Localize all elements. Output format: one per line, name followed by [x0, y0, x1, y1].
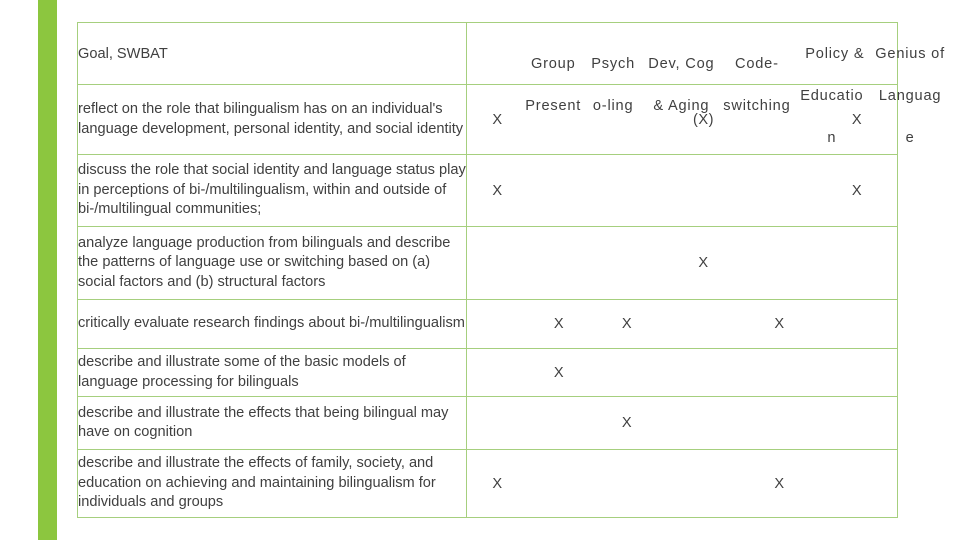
mark-cell: X: [529, 300, 590, 349]
mark-cell: X: [590, 397, 665, 450]
mark-cell: [590, 450, 665, 518]
mark-cell: [665, 349, 743, 397]
mark-cell: [590, 227, 665, 300]
header-line: Psych: [591, 56, 636, 72]
mark-cell: [590, 349, 665, 397]
column-header-group-present: [467, 23, 582, 114]
table-row: [78, 450, 898, 518]
goal-cell: describe and illustrate the effects that being bilingual may have on cognition: [78, 397, 467, 450]
header-line: Policy &: [805, 46, 865, 62]
mark-cell: [529, 227, 590, 300]
header-line: o-ling: [592, 98, 634, 114]
mark-cell: [529, 155, 590, 227]
mark-cell: [467, 349, 529, 397]
mark-cell: (X): [665, 85, 743, 155]
mark-cell: [743, 227, 817, 300]
table-row: [78, 397, 898, 450]
header-line: n: [827, 130, 837, 146]
header-line: Languag: [878, 88, 942, 104]
mark-cell: [817, 450, 898, 518]
table-row: [78, 300, 898, 349]
goals-matrix-table: [77, 22, 945, 518]
table-row: [78, 349, 898, 397]
goal-cell: discuss the role that social identity and language status play in perceptions of bi-/multilingualism, within and outside of bi-/multilingual communities;: [78, 155, 467, 227]
mark-cell: X: [665, 227, 743, 300]
mark-cell: X: [467, 155, 529, 227]
mark-cell: X: [467, 450, 529, 518]
mark-cell: [665, 300, 743, 349]
mark-cell: [467, 227, 529, 300]
mark-cell: [665, 450, 743, 518]
mark-cell: [817, 300, 898, 349]
mark-cell: [743, 397, 817, 450]
goal-column-header: Goal, SWBAT: [78, 23, 467, 85]
goal-cell: critically evaluate research findings about bi-/multilingualism: [78, 300, 467, 349]
mark-cell: [467, 300, 529, 349]
goal-cell: analyze language production from bilinguals and describe the patterns of language use or switching based on (a) social factors and (b) structural factors: [78, 227, 467, 300]
header-line: e: [905, 130, 915, 146]
mark-cell: [665, 397, 743, 450]
mark-cell: [817, 397, 898, 450]
mark-cell: [590, 155, 665, 227]
header-line: Dev, Cog: [648, 56, 715, 72]
mark-cell: X: [529, 349, 590, 397]
mark-cell: X: [467, 85, 529, 155]
goal-cell: describe and illustrate the effects of family, society, and education on achieving and maintaining bilingualism for individuals and groups: [78, 450, 467, 518]
mark-cell: [665, 155, 743, 227]
mark-cell: [817, 227, 898, 300]
mark-cell: X: [590, 300, 665, 349]
accent-bar: [38, 0, 57, 540]
mark-cell: X: [743, 450, 817, 518]
header-line: switching: [723, 98, 791, 114]
goal-cell: describe and illustrate some of the basic models of language processing for bilinguals: [78, 349, 467, 397]
table-row: [78, 227, 898, 300]
mark-cell: X: [817, 155, 898, 227]
header-row: [78, 23, 898, 85]
mark-cell: [529, 397, 590, 450]
header-line: Educatio: [800, 88, 864, 104]
header-line: Genius of: [875, 46, 945, 62]
header-line: Code-: [735, 56, 779, 72]
header-line: Group: [530, 56, 576, 72]
mark-cell: [529, 450, 590, 518]
mark-cell: X: [743, 300, 817, 349]
mark-cell: X: [817, 85, 898, 155]
mark-cell: [467, 397, 529, 450]
mark-cell: [743, 349, 817, 397]
header-line: & Aging: [653, 98, 710, 114]
goal-cell: reflect on the role that bilingualism has on an individual's language development, personal identity, and social identity: [78, 85, 467, 155]
header-line: Present: [525, 98, 582, 114]
mark-cell: [817, 349, 898, 397]
